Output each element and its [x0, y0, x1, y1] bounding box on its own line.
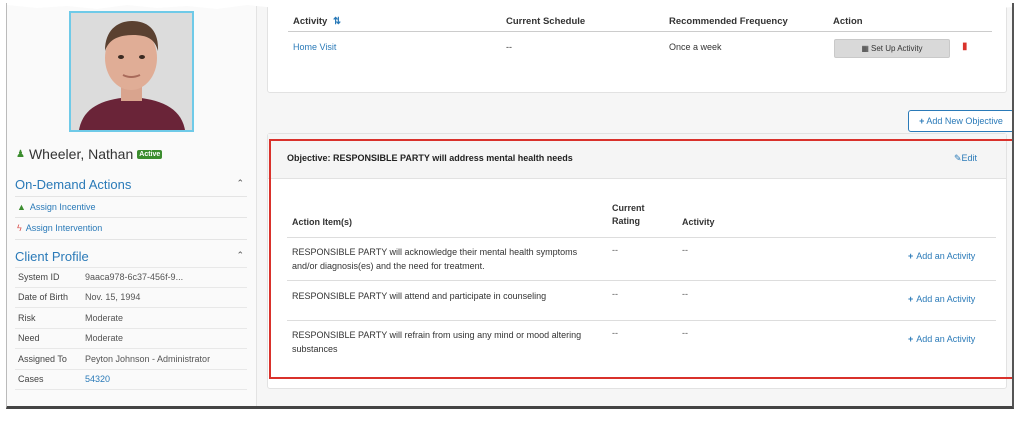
- profile-label: Risk: [18, 312, 36, 323]
- objective-header: [268, 134, 1006, 179]
- on-demand-actions-title: On-Demand Actions: [15, 177, 132, 192]
- profile-label: Assigned To: [18, 353, 67, 364]
- current-rating-value: --: [612, 289, 618, 299]
- add-activity-label: Add an Activity: [916, 251, 976, 261]
- status-badge: Active: [139, 150, 161, 158]
- client-portrait: [71, 13, 192, 130]
- activity-card: [267, 3, 1007, 93]
- profile-row: [15, 370, 247, 391]
- add-new-objective-label: Add New Objective: [926, 116, 1003, 126]
- divider: [15, 196, 247, 197]
- activity-value: --: [682, 328, 688, 338]
- profile-row: [15, 349, 247, 370]
- current-rating-value: --: [612, 245, 618, 255]
- plus-icon: +: [908, 334, 914, 344]
- profile-label: Need: [18, 333, 40, 344]
- client-photo: [69, 11, 194, 132]
- profile-row: [15, 288, 247, 309]
- client-name: Wheeler, Nathan: [28, 146, 134, 162]
- app-window: [6, 3, 1014, 409]
- profile-label: Cases: [18, 374, 44, 385]
- activity-header: Activity: [682, 217, 715, 227]
- action-header: Action: [833, 16, 863, 27]
- client-name-heading: [16, 146, 162, 162]
- assign-intervention-label: Assign Intervention: [25, 223, 103, 233]
- main-content: [263, 3, 1014, 409]
- recommended-frequency-value: Once a week: [669, 42, 722, 52]
- trash-icon[interactable]: ▮: [962, 41, 968, 52]
- activity-column-header[interactable]: [293, 16, 341, 27]
- person-icon: ♟: [16, 148, 25, 160]
- plus-icon: +: [908, 251, 914, 261]
- activity-header-label: Activity: [293, 16, 328, 27]
- edit-objective-link[interactable]: [954, 153, 977, 164]
- current-rating-header-line2: Rating: [612, 216, 640, 226]
- calendar-icon: ▦: [861, 44, 869, 53]
- torn-edge: [7, 3, 1014, 13]
- activity-value: --: [682, 245, 688, 255]
- chevron-up-icon[interactable]: ⌃: [236, 250, 244, 260]
- profile-row: [15, 267, 247, 288]
- objective-card: [267, 133, 1007, 389]
- profile-label: System ID: [18, 272, 60, 283]
- profile-label: Date of Birth: [18, 292, 69, 303]
- add-activity-label: Add an Activity: [916, 334, 976, 344]
- table-divider: [287, 280, 996, 281]
- divider: [15, 217, 247, 218]
- assign-incentive-label: Assign Incentive: [29, 202, 96, 212]
- edit-icon: ✎: [953, 153, 962, 163]
- profile-value: Moderate: [85, 312, 124, 323]
- client-profile-title: Client Profile: [15, 249, 89, 264]
- divider: [15, 239, 247, 240]
- table-divider: [287, 320, 996, 321]
- header-divider: [288, 31, 992, 32]
- sort-icon[interactable]: ⇅: [332, 16, 341, 27]
- bolt-icon: ϟ: [17, 223, 22, 233]
- add-activity-button[interactable]: [908, 294, 975, 304]
- add-activity-button[interactable]: [908, 334, 975, 344]
- recommended-frequency-header: Recommended Frequency: [669, 16, 788, 27]
- add-new-objective-button[interactable]: [908, 110, 1014, 132]
- profile-value: Peyton Johnson - Administrator: [85, 353, 211, 364]
- action-item-text: RESPONSIBLE PARTY will refrain from using any mind or mood altering substances: [292, 330, 582, 354]
- plus-icon: +: [908, 294, 914, 304]
- table-divider: [287, 237, 996, 238]
- objective-title: Objective: RESPONSIBLE PARTY will address mental health needs: [287, 153, 573, 163]
- action-item-text: RESPONSIBLE PARTY will acknowledge their mental health symptoms and/or diagnosis(es) and the need for treatment.: [292, 247, 578, 271]
- assign-incentive-link[interactable]: [17, 202, 95, 212]
- add-activity-button[interactable]: [908, 251, 975, 261]
- current-schedule-value: --: [506, 42, 512, 52]
- assign-intervention-link[interactable]: [17, 223, 102, 233]
- trophy-icon: ▲: [17, 202, 26, 212]
- profile-row: [15, 308, 247, 329]
- action-items-header: Action Item(s): [292, 217, 353, 227]
- client-sidebar: [7, 3, 257, 409]
- profile-value: Nov. 15, 1994: [85, 292, 141, 303]
- edit-label: Edit: [961, 153, 977, 163]
- current-schedule-header: Current Schedule: [506, 16, 586, 27]
- case-link[interactable]: 54320: [85, 374, 111, 385]
- action-item-text: RESPONSIBLE PARTY will attend and participate in counseling: [292, 291, 547, 301]
- profile-row: [15, 329, 247, 350]
- current-rating-header-line1: Current: [612, 203, 645, 213]
- profile-value: 9aaca978-6c37-456f-9...: [85, 272, 184, 283]
- plus-icon: +: [919, 116, 925, 126]
- add-activity-label: Add an Activity: [916, 294, 976, 304]
- client-profile-table: [15, 267, 247, 390]
- current-rating-header: [612, 202, 645, 228]
- profile-value: Moderate: [85, 333, 124, 344]
- current-rating-value: --: [612, 328, 618, 338]
- activity-value: --: [682, 289, 688, 299]
- set-up-activity-button[interactable]: [834, 39, 950, 58]
- chevron-up-icon[interactable]: ⌃: [236, 178, 244, 188]
- set-up-activity-label: Set Up Activity: [870, 44, 923, 53]
- home-visit-link[interactable]: Home Visit: [293, 42, 337, 52]
